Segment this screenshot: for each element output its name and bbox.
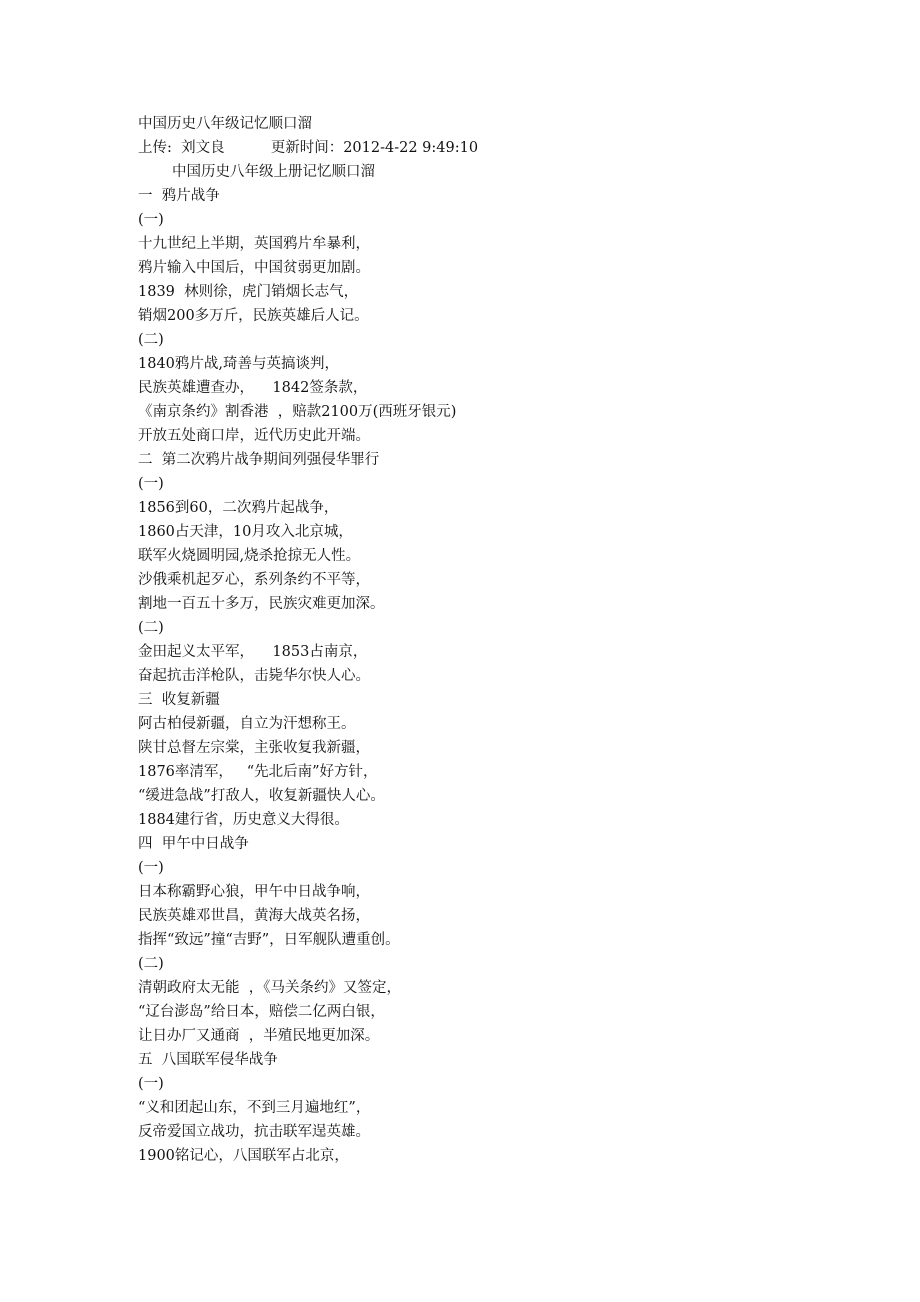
text-line: (一) (138, 1076, 164, 1092)
text-line: 让日办厂又通商 ，半殖民地更加深。 (138, 1028, 380, 1044)
text-line: 反帝爱国立战功，抗击联军逞英雄。 (138, 1124, 370, 1140)
text-line: 1856到60，二次鸦片起战争， (138, 500, 339, 516)
text-line: 一 鸦片战争 (138, 188, 220, 204)
upload-meta-line: 上传: 刘文良 更新时间：2012-4-22 9:49:10 (138, 140, 479, 156)
text-line: 开放五处商口岸，近代历史此开端。 (138, 428, 370, 444)
text-line: (二) (138, 956, 164, 972)
text-line: 民族英雄遭查办， 1842签条款， (138, 380, 368, 396)
text-line: 民族英雄邓世昌，黄海大战英名扬， (138, 908, 370, 924)
text-line: 金田起义太平军， 1853占南京， (138, 644, 368, 660)
text-line: 清朝政府太无能 ，《马关条约》又签定， (138, 980, 401, 996)
text-line: 奋起抗击洋枪队，击毙华尔快人心。 (138, 668, 370, 684)
text-line: 十九世纪上半期，英国鸦片牟暴利， (138, 236, 370, 252)
text-line: 四 甲午中日战争 (138, 836, 249, 852)
text-line: 割地一百五十多万，民族灾难更加深。 (138, 596, 385, 612)
text-line: 1900铭记心，八国联军占北京， (138, 1148, 349, 1164)
text-line: (二) (138, 620, 164, 636)
text-line: “辽台澎岛”给日本，赔偿二亿两白银， (138, 1004, 385, 1020)
text-line: 1840鸦片战,琦善与英搞谈判， (138, 356, 340, 372)
document-subtitle: 中国历史八年级上册记忆顺口溜 (172, 164, 375, 180)
text-line: 1876率清军， “先北后南”好方针， (138, 764, 378, 780)
text-line: 指挥“致远”撞“吉野”，日军舰队遭重创。 (138, 932, 400, 948)
text-line: 日本称霸野心狼，甲午中日战争响， (138, 884, 370, 900)
text-line: “义和团起山东，不到三月遍地红”， (138, 1100, 371, 1116)
text-line: (一) (138, 212, 164, 228)
text-line: 《南京条约》割香港 ，赔款2100万(西班牙银元) (138, 404, 457, 420)
text-line: 陕甘总督左宗棠，主张收复我新疆， (138, 740, 370, 756)
text-line: 销烟200多万斤，民族英雄后人记。 (138, 308, 369, 324)
text-line: (二) (138, 332, 164, 348)
text-line: 1839 林则徐，虎门销烟长志气， (138, 284, 359, 300)
document-title: 中国历史八年级记忆顺口溜 (138, 116, 312, 132)
text-line: 阿古柏侵新疆，自立为汗想称王。 (138, 716, 356, 732)
text-line: 1884建行省，历史意义大得很。 (138, 812, 349, 828)
text-line: 鸦片输入中国后，中国贫弱更加剧。 (138, 260, 370, 276)
text-line: 联军火烧圆明园,烧杀抢掠无人性。 (138, 548, 361, 564)
text-line: 五 八国联军侵华战争 (138, 1052, 278, 1068)
text-line: (一) (138, 860, 164, 876)
text-line: 三 收复新疆 (138, 692, 220, 708)
document-body (138, 112, 858, 1168)
text-line: 1860占天津，10月攻入北京城， (138, 524, 353, 540)
text-line: 沙俄乘机起歹心，系列条约不平等， (138, 572, 370, 588)
text-line: “缓进急战”打敌人，收复新疆快人心。 (138, 788, 385, 804)
text-line: 二 第二次鸦片战争期间列强侵华罪行 (138, 452, 380, 468)
text-line: (一) (138, 476, 164, 492)
